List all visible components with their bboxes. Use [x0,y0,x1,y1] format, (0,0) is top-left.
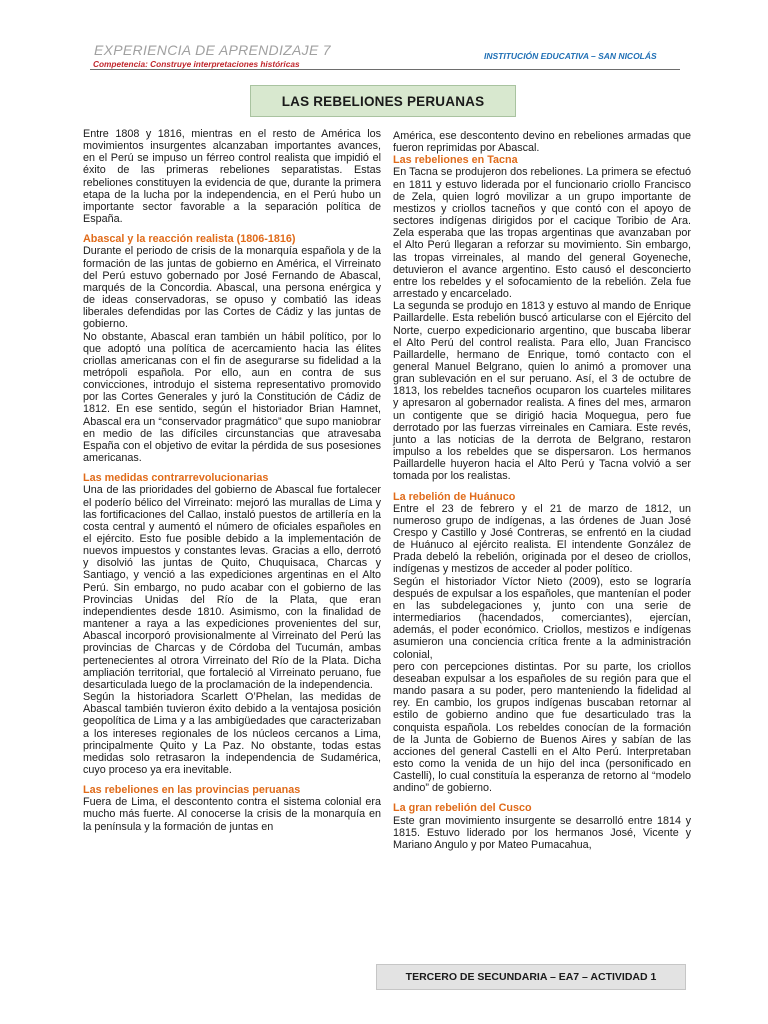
left-column [83,128,381,833]
section-heading-cusco: La gran rebelión del Cusco [393,802,532,815]
header-institution: INSTITUCIÓN EDUCATIVA – SAN NICOLÁS [484,51,657,61]
tacna-paragraph-1: En Tacna se produjeron dos rebeliones. La primera se efectuó en 1811 y estuvo liderada por el funcionario criollo Francisco de Zela, quien logró movilizar a un grupo importante de mestizos y criollos tacneños y que contó con el apoyo de sectores indígenas dirigidos por el cacique Toribio de Ara. Zela esperaba que las tropas argentinas que avanzaban por el Alto Perú llegaran a reforzar su movimiento. Sin embargo, las tropas virreinales, al mando del general Goyeneche, detuvieron el avance argentino. Esto causó el desconcierto entre los rebeldes y el sofocamiento de la rebelión. Zela fue arrestado y encarcelado. [393,166,691,301]
intro-paragraph: Entre 1808 y 1816, mientras en el resto de América los movimientos insurgentes alcanzaban importantes avances, en el Perú se impuso un férreo control realista que impidió el éxito de las primeras rebeliones separatistas. Estas rebeliones constituyen la evidencia de que, durante la primera etapa de la lucha por la independencia, en el Perú hubo un importante sector favorable a la separación política de España. [83,128,381,226]
section-heading-tacna: Las rebeliones en Tacna [393,154,518,167]
footer-label: TERCERO DE SECUNDARIA – EA7 – ACTIVIDAD 1 [376,964,686,990]
abascal-paragraph-2: No obstante, Abascal eran también un hábil político, por lo que adoptó una política de acercamiento hacia las élites criollas americanas con el fin de asegurarse su fidelidad a la metrópoli española. Por ello, aun en contra de sus convicciones, introdujo el sistema representativo promovido por las Cortes Generales y juró la Constitución de Cádiz de 1812. En ese sentido, según el historiador Brian Hamnet, Abascal era un “conservador pragmático” que supo maniobrar en medio de las difíciles circunstancias que atravesaba España con el objetivo de evitar la pérdida de sus posesiones americanas. [83,330,381,465]
section-heading-provincias: Las rebeliones en las provincias peruanas [83,784,301,797]
section-heading-abascal: Abascal y la reacción realista (1806-1816) [83,233,296,246]
huanuco-paragraph-2: Según el historiador Víctor Nieto (2009), esto se lograría después de expulsar a los españoles, que mantenían el poder en las subdelegaciones y, junto con una serie de intermediarios (hacendados, comerciantes), ejercían, además, el poder económico. Criollos, mestizos e indígenas asumieron una conciencia crítica frente a la administración colonial, [393,575,691,661]
medidas-paragraph-1: Una de las prioridades del gobierno de Abascal fue fortalecer el poderío bélico del Virreinato: mejoró las murallas de Lima y las fortificaciones del Callao, instaló puestos de artillería en la costa central y aumentó el número de oficiales españoles en el ejército. Esto fue posible debido a la implementación de nuevos impuestos y constantes levas. Gracias a ello, derrotó y disolvió las juntas de Quito, Chuquisaca, Charcas y Santiago, y venció a las expediciones argentinas en el Alto Perú. Sin embargo, no pudo acabar con el gobierno de las Provincias Unidas del Río de la Plata, que eran independientes desde 1810. Asimismo, con la finalidad de mantener a raya a las expediciones provenientes del sur, Abascal incorporó provisionalmente al Virreinato del Perú las provincias de Charcas y de Córdoba del Tucumán, ambas pertenecientes al otrora Virreinato del Río de la Plata. Dicha ampliación territorial, que fortaleció al Virreinato peruano, fue desarticulada luego de la proclamación de la independencia. [83,484,381,691]
header-competence: Competencia: Construye interpretaciones históricas [93,59,300,69]
medidas-paragraph-2: Según la historiadora Scarlett O’Phelan, las medidas de Abascal también tuvieron éxito debido a la ventajosa posición geopolítica de Lima y a las ambigüedades que caracterizaban a los intereses regionales de los núcleos cercanos a Lima, principalmente Quito y La Paz. No obstante, todas estas medidas solo retrasaron la independencia de Sudamérica, cuyo proceso ya era inevitable. [83,691,381,776]
header-title: EXPERIENCIA DE APRENDIZAJE 7 [94,42,331,58]
provincias-paragraph-1: Fuera de Lima, el descontento contra el sistema colonial era mucho más fuerte. Al conocerse la crisis de la monarquía en la península y la formación de juntas en [83,796,381,833]
abascal-paragraph-1: Durante el periodo de crisis de la monarquía española y de la formación de las juntas de gobierno en América, el Virreinato del Perú estuvo gobernado por José Fernando de Abascal, marqués de la Concordia. Abascal, una persona enérgica y de ideas conservadoras, se opuso y combatió las ideas liberales defendidas por las Cortes de Cádiz y las juntas de gobierno. [83,245,381,331]
huanuco-paragraph-3: pero con percepciones distintas. Por su parte, los criollos deseaban expulsar a los españoles de su región para que el mando pasara a su poder, pero manteniendo la fidelidad al rey. En cambio, los grupos indígenas buscaban retornar al estilo de gobierno andino que fue desarticulado tras la conquista española. Los rebeldes conocían de la formación de la Junta de Gobierno de Buenos Aires y sabían de las acciones del general Castelli en el Alto Perú. Interpretaban esto como la venida de un hijo del inca (personificado en Castelli), lo cual constituía la esperanza de retorno al “modelo andino” de gobierno. [393,660,691,795]
section-heading-medidas: Las medidas contrarrevolucionarias [83,472,269,485]
right-column [393,130,691,851]
cusco-paragraph-1: Este gran movimiento insurgente se desarrolló entre 1814 y 1815. Estuvo liderado por los hermanos José, Vicente y Mariano Angulo y por Mateo Pumacahua, [393,814,691,851]
document-title: LAS REBELIONES PERUANAS [250,85,516,117]
continuation-paragraph: América, ese descontento devino en rebeliones armadas que fueron reprimidas por Abascal. [393,130,691,155]
tacna-paragraph-2: La segunda se produjo en 1813 y estuvo al mando de Enrique Paillardelle. Esta rebelión buscó articularse con el Ejército del Norte, cuerpo expedicionario argentino, que buscaba liberar el Alto Perú del control realista. Para ello, Juan Francisco Paillardelle, hermano de Enrique, tomó contacto con el general Manuel Belgrano, quien lo animó a promover una gran sublevación en el sur peruano. Así, el 3 de octubre de 1813, los rebeldes tacneños ocuparon los cuarteles militares y apresaron al gobernador realista. A fines del mes, armaron un contigente que se dirigió hacia Moquegua, pero fue derrotado por las fuerzas virreinales en Camiara. Este revés, junto a las noticias de la derrota de Belgrano, restaron impulso a los rebeldes que se dispersaron. Los hermanos Paillardelle huyeron hacia el Alto Perú y Tacna volvió a ser tomada por los realistas. [393,300,691,483]
header-divider [90,69,680,70]
section-heading-huanuco: La rebelión de Huánuco [393,490,516,503]
huanuco-paragraph-1: Entre el 23 de febrero y el 21 de marzo de 1812, un numeroso grupo de indígenas, a las órdenes de Juan José Crespo y Castillo y José Contreras, se enfrentó en la ciudad de Huánuco al ejército realista. El intendente González de Prada debeló la rebelión, originada por el deseo de criollos, indígenas y mestizos de acceder al poder político. [393,502,691,576]
